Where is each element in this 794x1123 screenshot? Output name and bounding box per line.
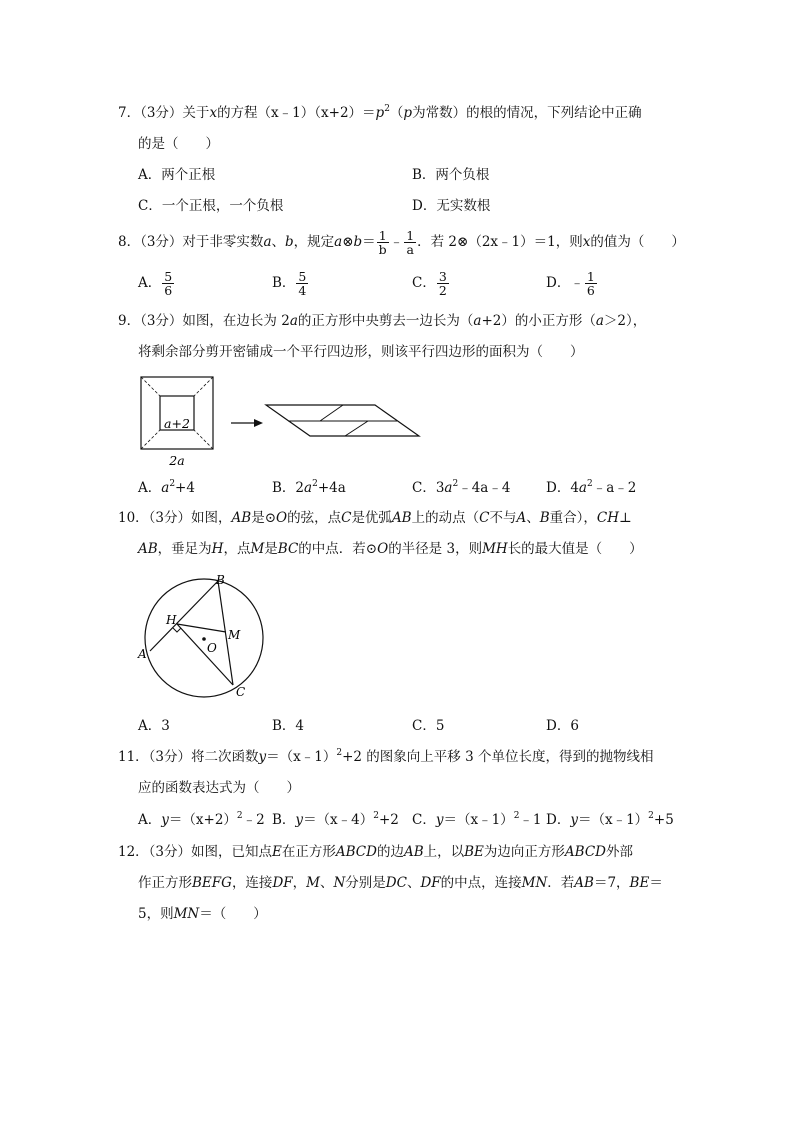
q7-text: 为常数）的根的情况，下列结论中正确 <box>412 105 642 121</box>
var-a: a <box>289 313 298 329</box>
fraction-1-over-a <box>404 229 416 256</box>
q10-option-a: A．3 <box>138 718 170 734</box>
option-text: B．2 <box>272 480 305 496</box>
q10-text: ⊥ <box>618 510 632 526</box>
q9-number: 9．（3分）如图，在边长为 2 <box>118 313 290 329</box>
var-x: x <box>582 234 591 250</box>
cut-line <box>141 430 160 449</box>
right-angle-mark <box>173 628 181 632</box>
segment-ab: AB <box>138 541 158 557</box>
numerator: 3 <box>438 269 447 284</box>
segment-dc: DC <box>385 875 407 891</box>
q8-text: ＝ <box>362 234 376 250</box>
q10-number: 10．（3分）如图， <box>118 510 232 526</box>
q11-option-d <box>546 810 674 830</box>
segment-ab: AB <box>231 510 252 526</box>
q12-text: 、 <box>319 875 334 891</box>
q11-text: +2 的图象向上平移 3 个单位长度，得到的抛物线相 <box>342 749 654 765</box>
var-p: p <box>375 105 385 121</box>
q9-text: +2）的小正方形（ <box>481 313 596 329</box>
exponent: 2 <box>169 479 176 489</box>
label-o: O <box>207 641 217 655</box>
segment-mh: MH <box>482 541 508 557</box>
var-b: b <box>285 234 294 250</box>
q9-stem-line2: 将剩余部分剪开密铺成一个平行四边形，则该平行四边形的面积为（ ） <box>138 344 584 360</box>
option-label: C． <box>412 812 436 828</box>
point-c: C <box>341 510 352 526</box>
q12-text: 上，以 <box>423 844 465 860</box>
square-befg: BEFG <box>192 875 232 891</box>
var-a: a <box>263 234 272 250</box>
option-fraction <box>162 270 174 297</box>
q8-stem <box>118 229 685 256</box>
q10-figure <box>130 568 280 703</box>
q7-text: 的方程（x﹣1）（x+2）＝ <box>217 105 376 121</box>
option-text: ﹣1 <box>519 812 542 828</box>
q12-text: 分别是 <box>345 875 386 891</box>
denominator: 6 <box>164 283 173 298</box>
denominator: a <box>406 242 414 257</box>
option-text: +4a <box>317 480 346 496</box>
q8-option-a <box>138 268 175 298</box>
option-text: ＝（x﹣1） <box>443 812 514 828</box>
q10-text: 是⊙ <box>251 510 277 526</box>
q7-option-a: A．两个正根 <box>138 167 216 183</box>
q12-text: ．若 <box>547 875 575 891</box>
arrowhead-icon <box>254 419 263 427</box>
numerator: 5 <box>298 269 307 284</box>
option-label: D． <box>546 275 571 291</box>
segment-ab: AB <box>403 844 424 860</box>
q9-option-b <box>272 478 346 498</box>
var-y: y <box>161 812 169 828</box>
segment-ch <box>177 624 233 685</box>
q12-stem-line1 <box>118 842 633 862</box>
minus-sign: ﹣ <box>570 275 584 291</box>
q12-text: 为边向正方形 <box>483 844 565 860</box>
exponent: 2 <box>513 811 520 821</box>
label-c: C <box>236 685 246 699</box>
q9-stem-line1 <box>118 311 646 331</box>
q8-number: 8．（3分）对于非零实数 <box>118 234 264 250</box>
var-a: a <box>444 480 453 496</box>
option-text: ﹣a﹣2 <box>592 480 637 496</box>
point-o: O <box>377 541 389 557</box>
denominator: 4 <box>298 283 307 298</box>
outer-side-label: 2a <box>169 453 185 468</box>
q9-figure <box>130 368 430 472</box>
option-label: A． <box>138 275 162 291</box>
point-o: O <box>276 510 288 526</box>
denominator: 6 <box>586 283 595 298</box>
option-text: ＝（x﹣1） <box>577 812 649 828</box>
option-text: ＝（x+2） <box>168 812 237 828</box>
q10-text: 长的最大值是（ ） <box>507 541 643 557</box>
q8-text: ．若 2⊗（2x﹣1）＝1，则 <box>417 234 583 250</box>
q12-text: 在正方形 <box>281 844 336 860</box>
var-y: y <box>258 749 267 765</box>
option-text: C．3 <box>412 480 445 496</box>
q10-option-c: C．5 <box>412 718 445 734</box>
option-text: +2 <box>379 812 399 828</box>
q10-text: 上的动点（ <box>411 510 480 526</box>
q7-option-d: D．无实数根 <box>412 198 491 214</box>
square-abcd: ABCD <box>335 844 377 860</box>
segment-df: DF <box>272 875 293 891</box>
q12-number: 12．（3分）如图，已知点 <box>118 844 273 860</box>
q10-text: 的中点．若⊙ <box>298 541 378 557</box>
q10-option-b: B．4 <box>272 718 305 734</box>
segment-hm <box>177 624 226 632</box>
q11-stem-line1 <box>118 747 653 767</box>
option-label: A． <box>138 812 162 828</box>
exponent: 2 <box>336 748 343 758</box>
point-m: M <box>306 875 320 891</box>
exponent: 2 <box>452 479 459 489</box>
cut-line <box>141 377 160 396</box>
q10-text: ，垂足为 <box>157 541 212 557</box>
q10-option-d: D．6 <box>546 718 579 734</box>
q12-text: ， <box>292 875 307 891</box>
numerator: 1 <box>377 229 389 243</box>
option-label: C． <box>412 275 436 291</box>
point-e: E <box>272 844 282 860</box>
q12-stem-line2 <box>138 873 663 893</box>
exponent: 2 <box>586 479 593 489</box>
q8-option-d <box>546 268 598 298</box>
q11-stem-line2: 应的函数表达式为（ ） <box>138 780 300 796</box>
tiling-line <box>345 421 368 436</box>
var-y: y <box>435 812 444 828</box>
q10-text: 的半径是 3，则 <box>388 541 483 557</box>
numerator: 5 <box>164 269 173 284</box>
option-label: D． <box>546 812 571 828</box>
label-m: M <box>228 628 241 642</box>
q12-text: 5，则 <box>138 906 174 922</box>
q7-stem-line2: 的是（ ） <box>138 136 219 152</box>
label-h: H <box>166 613 177 627</box>
q12-text: 、 <box>406 875 421 891</box>
option-text: ﹣2 <box>242 812 265 828</box>
q8-text: 的值为（ ） <box>590 234 685 250</box>
q8-option-c <box>412 268 450 298</box>
q11-option-c <box>412 810 542 830</box>
operation-expression: a⊗b <box>334 234 363 250</box>
q8-option-b <box>272 268 309 298</box>
option-label: B． <box>272 812 296 828</box>
exponent: 2 <box>312 479 318 489</box>
segment-ch: CH <box>596 510 619 526</box>
segment-mn: MN <box>521 875 548 891</box>
exponent: 2 <box>373 811 379 821</box>
q12-text: ＝7， <box>593 875 630 891</box>
var-y: y <box>570 812 578 828</box>
q10-stem-line2 <box>138 539 643 559</box>
option-text: +4 <box>175 480 195 496</box>
q12-text: ＝（ ） <box>199 906 267 922</box>
var-p: p <box>403 105 413 121</box>
var-y: y <box>295 812 304 828</box>
q12-text: 作正方形 <box>138 875 192 891</box>
q8-text: 、 <box>271 234 285 250</box>
segment-df: DF <box>420 875 441 891</box>
q8-text: ，规定 <box>293 234 335 250</box>
q10-text: 不与 <box>489 510 517 526</box>
exponent: 2 <box>648 811 654 821</box>
cut-line <box>194 377 213 396</box>
q9-option-a <box>138 478 195 498</box>
q11-option-b <box>272 810 399 830</box>
q12-text: 外部 <box>606 844 633 860</box>
point-a: A <box>516 510 527 526</box>
option-text: ﹣4a﹣4 <box>458 480 511 496</box>
option-text: +5 <box>653 812 674 828</box>
segment-bc: BC <box>277 541 299 557</box>
exponent: 2 <box>236 811 243 821</box>
q12-text: 的边 <box>376 844 404 860</box>
q12-text: ，连接 <box>231 875 273 891</box>
q9-text: ＞2）， <box>603 313 647 329</box>
q11-number: 11．（3分）将二次函数 <box>118 749 259 765</box>
option-label: B． <box>272 275 296 291</box>
q10-text: 是优弧 <box>351 510 392 526</box>
q7-text: （ <box>389 105 404 121</box>
segment-mn: MN <box>173 906 200 922</box>
q12-text: 的中点，连接 <box>440 875 522 891</box>
cut-line <box>194 430 213 449</box>
q10-text: 重合）， <box>549 510 597 526</box>
point-h: H <box>211 541 224 557</box>
tiling-line <box>320 405 343 421</box>
option-text: ＝（x﹣4） <box>303 812 374 828</box>
point-c: C <box>479 510 490 526</box>
square-abcd: ABCD <box>564 844 606 860</box>
q8-text: ﹣ <box>389 234 404 250</box>
segment-ab: AB <box>574 875 594 891</box>
var-a: a <box>473 313 482 329</box>
label-b: B <box>216 573 225 587</box>
option-text: A． <box>138 480 162 496</box>
segment-be: BE <box>464 844 484 860</box>
var-a: a <box>578 480 587 496</box>
var-x: x <box>209 105 218 121</box>
var-a: a <box>161 480 170 496</box>
label-a: A <box>138 647 147 661</box>
q12-stem-line3 <box>138 904 267 924</box>
q10-text: ，点 <box>223 541 251 557</box>
option-fraction <box>585 270 597 297</box>
center-point-icon <box>202 637 206 641</box>
var-a: a <box>595 313 604 329</box>
q9-text: 的正方形中央剪去一边长为（ <box>297 313 474 329</box>
q7-option-c: C．一个正根，一个负根 <box>138 198 284 214</box>
fraction-1-over-b <box>377 229 389 256</box>
option-text: D．4 <box>546 480 579 496</box>
q11-text: ＝（x﹣1） <box>266 749 337 765</box>
segment-be: BE <box>629 875 650 891</box>
q7-option-b: B．两个负根 <box>412 167 490 183</box>
q10-text: 、 <box>526 510 540 526</box>
option-fraction <box>296 270 308 297</box>
point-m: M <box>250 541 265 557</box>
q11-option-a <box>138 810 265 830</box>
denominator: b <box>378 242 387 257</box>
option-fraction <box>437 270 449 297</box>
q7-number: 7．（3分）关于 <box>118 105 210 121</box>
inner-side-label: a+2 <box>164 416 190 431</box>
point-b: B <box>539 510 550 526</box>
var-a: a <box>304 480 313 496</box>
denominator: 2 <box>438 283 447 298</box>
q12-text: ＝ <box>649 875 663 891</box>
q7-stem-line1 <box>118 103 642 123</box>
q9-option-d <box>546 478 636 498</box>
numerator: 1 <box>586 269 595 284</box>
numerator: 1 <box>406 228 415 243</box>
point-n: N <box>333 875 346 891</box>
exponent: 2 <box>384 104 390 114</box>
q9-option-c <box>412 478 510 498</box>
q10-text: 是 <box>264 541 278 557</box>
q10-stem-line1 <box>118 508 632 528</box>
arc-ab: AB <box>391 510 412 526</box>
q10-text: 的弦，点 <box>287 510 342 526</box>
